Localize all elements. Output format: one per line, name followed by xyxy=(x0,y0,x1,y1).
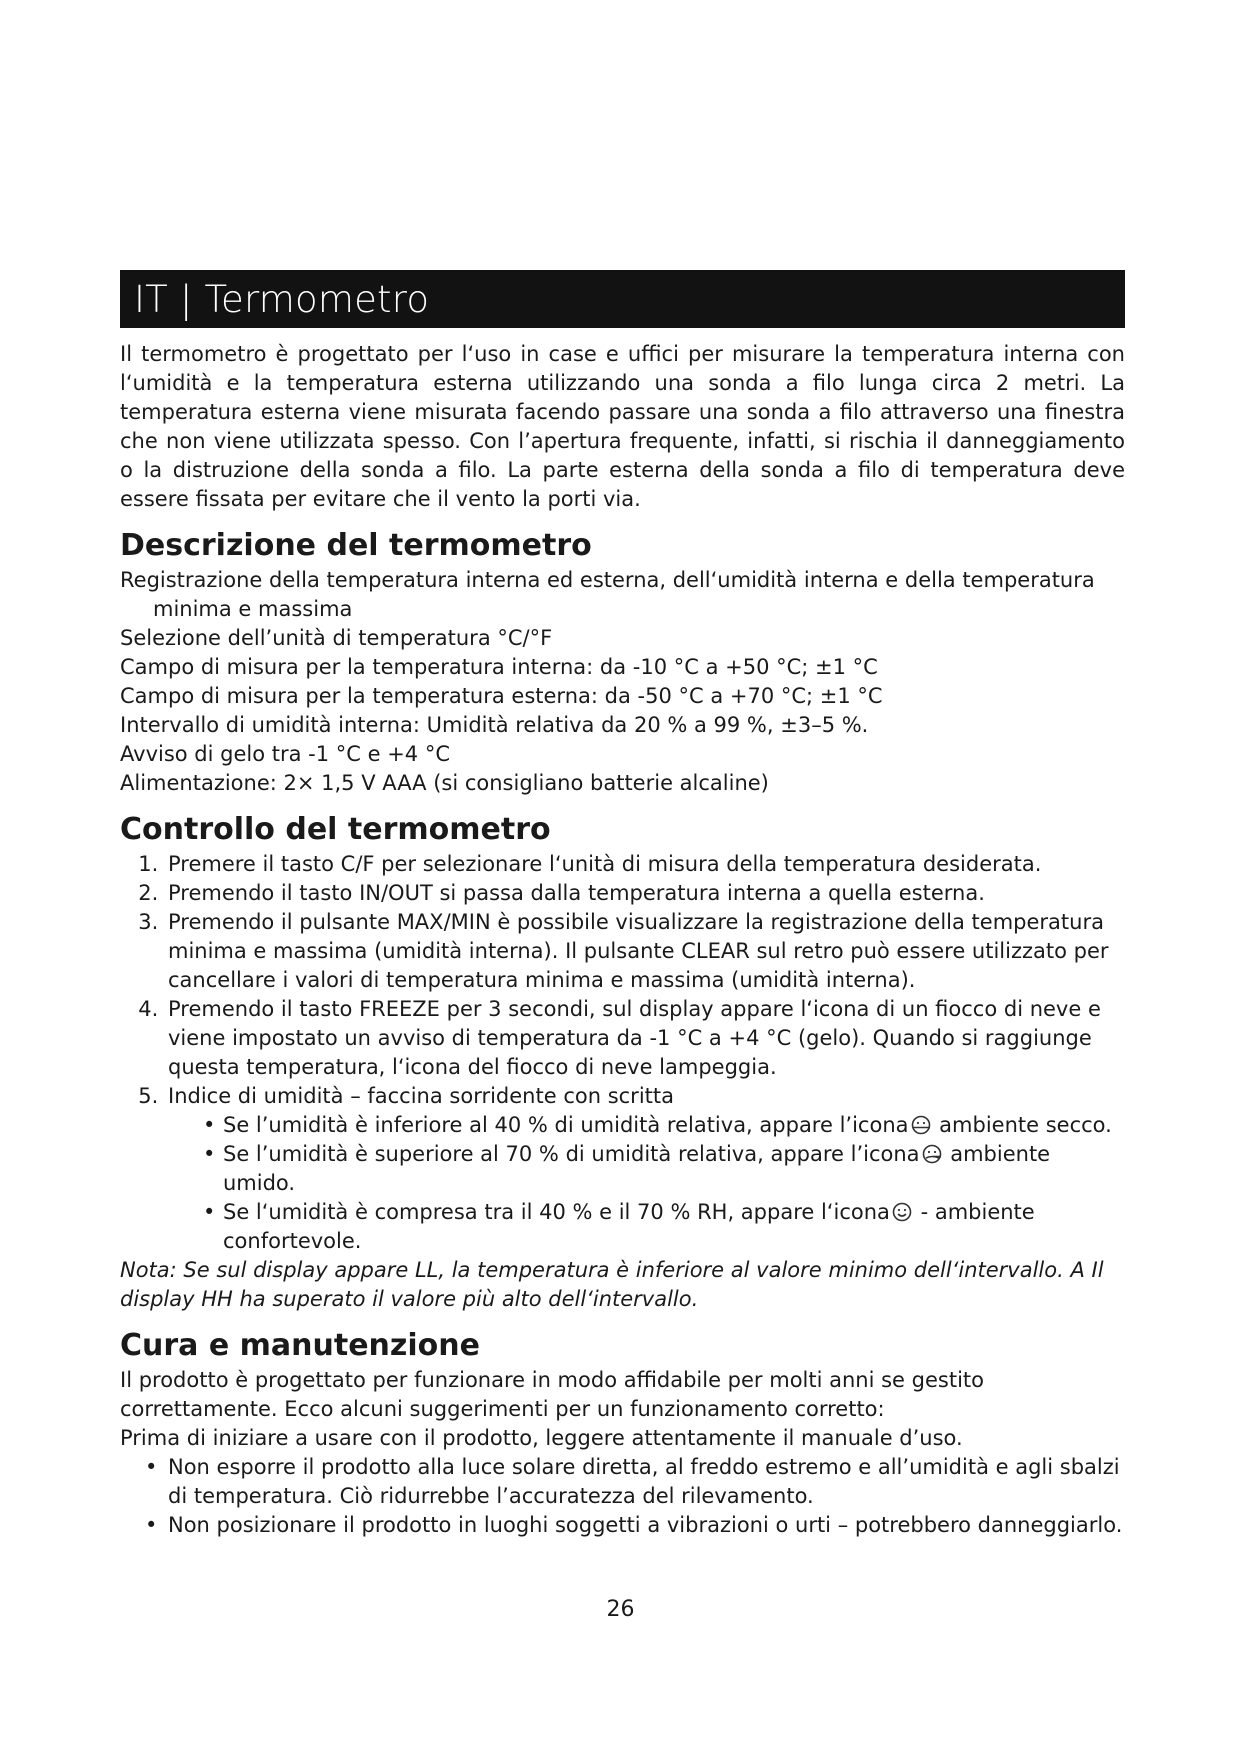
description-list xyxy=(120,566,1125,798)
note: Nota: Se sul display appare LL, la temperatura è inferiore al valore minimo dell‘intervallo. A Il display HH ha superato il valore più alto dell‘intervallo. xyxy=(120,1258,1104,1311)
care-item: • Non posizionare il prodotto in luoghi soggetti a vibrazioni o urti – potrebbero danneggiarlo. xyxy=(145,1511,1125,1540)
section-title-bar xyxy=(120,270,1125,328)
care-list xyxy=(120,1453,1125,1540)
care-item: • Non esporre il prodotto alla luce solare diretta, al freddo estremo e all’umidità e agli sbalzi di temperatura. Ciò ridurrebbe l’accuratezza del rilevamento. xyxy=(145,1453,1125,1511)
description-line: Registrazione della temperatura interna ed esterna, dell‘umidità interna e della temperatura xyxy=(120,568,1095,592)
heading-control: Controllo del termometro xyxy=(120,812,551,847)
description-line: Campo di misura per la temperatura esterna: da -50 °C a +70 °C; ±1 °C xyxy=(120,684,883,708)
control-step: 1. Premere il tasto C/F per selezionare l‘unità di misura della temperatura desiderata. xyxy=(165,850,1125,879)
control-step: 2. Premendo il tasto IN/OUT si passa dalla temperatura interna a quella esterna. xyxy=(165,879,1125,908)
description-line: Selezione dell’unità di temperatura °C/°F xyxy=(120,626,553,650)
intro-paragraph: Il termometro è progettato per l‘uso in case e uffici per misurare la temperatura interna con l‘umidità e la temperatura esterna utilizzando una sonda a filo lunga circa 2 metri. La temperatura esterna viene misurata facendo passare una sonda a filo attraverso una finestra che non viene utilizzata spesso. Con l’apertura frequente, infatti, si rischia il danneggiamento o la distruzione della sonda a filo. La parte esterna della sonda a filo di temperatura deve essere fissata per evitare che il vento la porti via. xyxy=(120,342,1125,511)
description-line: Avviso di gelo tra -1 °C e +4 °C xyxy=(120,742,450,766)
page-number: 26 xyxy=(606,1597,635,1622)
humidity-text: Se l‘umidità è compresa tra il 40 % e il 70 % RH, appare l‘icona xyxy=(223,1200,890,1224)
face-wet-icon xyxy=(922,1144,942,1164)
control-step-text: Indice di umidità – faccina sorridente con scritta xyxy=(168,1084,674,1108)
page-title: IT | Termometro xyxy=(134,277,430,321)
description-line: Alimentazione: 2× 1,5 V AAA (si consigliano batterie alcaline) xyxy=(120,771,769,795)
control-steps xyxy=(120,850,1125,1256)
description-line: Intervallo di umidità interna: Umidità relativa da 20 % a 99 %, ±3–5 %. xyxy=(120,713,869,737)
control-step: 4. Premendo il tasto FREEZE per 3 secondi, sul display appare l‘icona di un fiocco di neve e viene impostato un avviso di temperatura da -1 °C a +4 °C (gelo). Quando si raggiunge questa temperatura, l‘icona del fiocco di neve lampeggia. xyxy=(165,995,1125,1082)
manual-page xyxy=(120,270,1125,1540)
humidity-text: Se l’umidità è inferiore al 40 % di umidità relativa, appare l’icona xyxy=(223,1113,909,1137)
care-paragraph: Il prodotto è progettato per funzionare in modo affidabile per molti anni se gestito correttamente. Ecco alcuni suggerimenti per un funzionamento corretto: xyxy=(120,1368,984,1421)
face-dry-icon xyxy=(911,1115,931,1135)
care-paragraph: Prima di iniziare a usare con il prodotto, leggere attentamente il manuale d’uso. xyxy=(120,1426,963,1450)
heading-care: Cura e manutenzione xyxy=(120,1328,480,1363)
face-comfort-icon xyxy=(892,1202,912,1222)
control-step: 3. Premendo il pulsante MAX/MIN è possibile visualizzare la registrazione della temperatura minima e massima (umidità interna). Il pulsante CLEAR sul retro può essere utilizzato per cancellare i valori di temperatura minima e massima (umidità interna). xyxy=(165,908,1125,995)
description-line: minima e massima xyxy=(153,597,353,621)
description-line: Campo di misura per la temperatura interna: da -10 °C a +50 °C; ±1 °C xyxy=(120,655,878,679)
humidity-item-dry xyxy=(203,1111,1125,1140)
humidity-item-wet xyxy=(203,1140,1125,1198)
humidity-item-comfort xyxy=(203,1198,1125,1256)
humidity-list xyxy=(168,1111,1125,1256)
control-step xyxy=(165,1082,1125,1256)
heading-description: Descrizione del termometro xyxy=(120,528,592,563)
humidity-text: - ambiente confortevole. xyxy=(223,1200,1035,1253)
humidity-text: ambiente umido. xyxy=(223,1142,1051,1195)
humidity-text: Se l’umidità è superiore al 70 % di umidità relativa, appare l’icona xyxy=(223,1142,920,1166)
humidity-text: ambiente secco. xyxy=(932,1113,1112,1137)
